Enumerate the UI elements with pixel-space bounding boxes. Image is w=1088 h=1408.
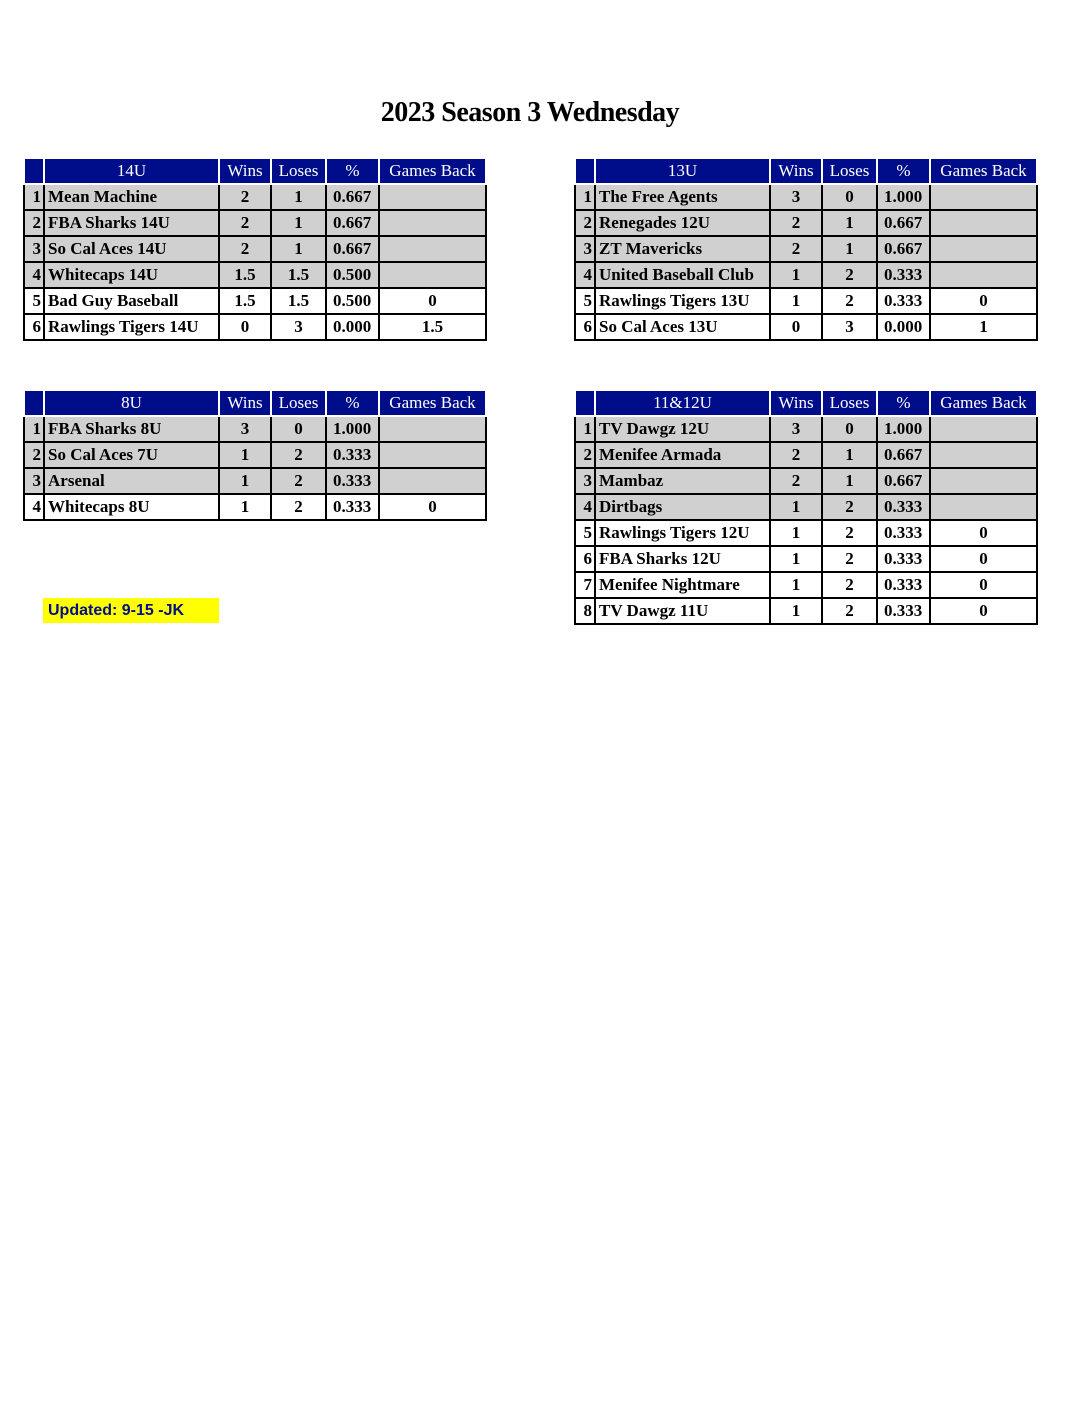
table-row — [24, 468, 486, 494]
header-row — [24, 158, 486, 184]
table-row — [575, 572, 1037, 598]
wins-cell: 1 — [219, 442, 271, 468]
rank-cell: 4 — [575, 494, 595, 520]
rank-cell: 3 — [575, 468, 595, 494]
games-back-cell — [379, 416, 486, 442]
division-header: 13U — [595, 158, 770, 184]
wins-cell: 1.5 — [219, 288, 271, 314]
games-back-cell — [930, 416, 1037, 442]
table-row — [575, 262, 1037, 288]
wins-cell: 3 — [219, 416, 271, 442]
team-cell: Whitecaps 14U — [44, 262, 219, 288]
rank-cell: 2 — [575, 442, 595, 468]
games-back-cell: 0 — [930, 572, 1037, 598]
loses-cell: 2 — [271, 494, 326, 520]
pct-cell: 0.333 — [877, 546, 930, 572]
rank-header — [575, 390, 595, 416]
rank-cell: 3 — [24, 236, 44, 262]
loses-cell: 1 — [271, 184, 326, 210]
table-row — [24, 184, 486, 210]
division-header: 14U — [44, 158, 219, 184]
games-back-header: Games Back — [930, 390, 1037, 416]
wins-header: Wins — [770, 390, 822, 416]
team-cell: Mean Machine — [44, 184, 219, 210]
pct-cell: 0.333 — [326, 468, 379, 494]
division-header: 8U — [44, 390, 219, 416]
team-cell: Rawlings Tigers 12U — [595, 520, 770, 546]
team-cell: The Free Agents — [595, 184, 770, 210]
team-cell: ZT Mavericks — [595, 236, 770, 262]
games-back-cell — [930, 468, 1037, 494]
wins-cell: 1 — [770, 546, 822, 572]
standings-table-11-12u — [574, 389, 1038, 625]
table-row — [575, 184, 1037, 210]
wins-cell: 0 — [219, 314, 271, 340]
loses-cell: 0 — [271, 416, 326, 442]
team-cell: So Cal Aces 14U — [44, 236, 219, 262]
table-row — [24, 288, 486, 314]
games-back-cell: 1.5 — [379, 314, 486, 340]
rank-cell: 3 — [575, 236, 595, 262]
wins-cell: 1 — [219, 468, 271, 494]
team-cell: TV Dawgz 11U — [595, 598, 770, 624]
games-back-cell — [930, 210, 1037, 236]
team-cell: Dirtbags — [595, 494, 770, 520]
rank-cell: 1 — [575, 184, 595, 210]
wins-cell: 2 — [770, 468, 822, 494]
rank-cell: 1 — [24, 416, 44, 442]
division-header: 11&12U — [595, 390, 770, 416]
loses-cell: 2 — [271, 468, 326, 494]
pct-header: % — [326, 390, 379, 416]
pct-cell: 0.667 — [877, 236, 930, 262]
loses-cell: 2 — [822, 494, 877, 520]
updated-note: Updated: 9-15 -JK — [43, 598, 219, 623]
loses-cell: 1 — [822, 468, 877, 494]
team-cell: Bad Guy Baseball — [44, 288, 219, 314]
rank-cell: 5 — [575, 520, 595, 546]
loses-header: Loses — [271, 158, 326, 184]
team-cell: Renegades 12U — [595, 210, 770, 236]
wins-cell: 2 — [219, 184, 271, 210]
pct-cell: 0.333 — [877, 288, 930, 314]
pct-cell: 0.667 — [877, 442, 930, 468]
rank-cell: 2 — [24, 442, 44, 468]
rank-cell: 6 — [575, 314, 595, 340]
games-back-cell — [379, 184, 486, 210]
loses-cell: 1 — [822, 210, 877, 236]
games-back-cell: 0 — [379, 288, 486, 314]
wins-cell: 2 — [219, 236, 271, 262]
rank-cell: 2 — [24, 210, 44, 236]
table-row — [24, 236, 486, 262]
table-row — [24, 442, 486, 468]
games-back-cell — [930, 184, 1037, 210]
pct-cell: 0.000 — [326, 314, 379, 340]
rank-cell: 3 — [24, 468, 44, 494]
pct-cell: 0.500 — [326, 288, 379, 314]
wins-cell: 1 — [219, 494, 271, 520]
loses-cell: 2 — [822, 288, 877, 314]
pct-cell: 0.333 — [877, 598, 930, 624]
games-back-cell — [930, 442, 1037, 468]
loses-header: Loses — [822, 158, 877, 184]
games-back-cell — [379, 262, 486, 288]
wins-header: Wins — [219, 390, 271, 416]
wins-cell: 1.5 — [219, 262, 271, 288]
games-back-cell — [930, 236, 1037, 262]
standings-table-13u — [574, 157, 1038, 341]
table-row — [575, 210, 1037, 236]
table-row — [24, 210, 486, 236]
pct-cell: 0.667 — [326, 184, 379, 210]
pct-cell: 1.000 — [877, 184, 930, 210]
rank-cell: 4 — [24, 262, 44, 288]
wins-cell: 0 — [770, 314, 822, 340]
pct-cell: 0.000 — [877, 314, 930, 340]
header-row — [575, 158, 1037, 184]
loses-cell: 2 — [822, 520, 877, 546]
table-row — [575, 520, 1037, 546]
loses-cell: 1 — [271, 210, 326, 236]
rank-header — [575, 158, 595, 184]
loses-cell: 0 — [822, 184, 877, 210]
rank-cell: 7 — [575, 572, 595, 598]
rank-cell: 6 — [575, 546, 595, 572]
pct-cell: 0.667 — [877, 468, 930, 494]
header-row — [24, 390, 486, 416]
games-back-cell — [930, 494, 1037, 520]
rank-cell: 5 — [24, 288, 44, 314]
pct-cell: 0.667 — [326, 236, 379, 262]
games-back-cell — [379, 210, 486, 236]
pct-header: % — [877, 158, 930, 184]
rank-cell: 5 — [575, 288, 595, 314]
games-back-cell: 0 — [930, 598, 1037, 624]
team-cell: TV Dawgz 12U — [595, 416, 770, 442]
wins-cell: 1 — [770, 494, 822, 520]
table-row — [24, 262, 486, 288]
wins-cell: 1 — [770, 598, 822, 624]
team-cell: Mambaz — [595, 468, 770, 494]
rank-cell: 1 — [575, 416, 595, 442]
loses-cell: 2 — [822, 572, 877, 598]
games-back-header: Games Back — [930, 158, 1037, 184]
table-row — [575, 442, 1037, 468]
team-cell: Rawlings Tigers 14U — [44, 314, 219, 340]
wins-cell: 1 — [770, 288, 822, 314]
games-back-cell — [930, 262, 1037, 288]
team-cell: So Cal Aces 7U — [44, 442, 219, 468]
loses-cell: 3 — [271, 314, 326, 340]
games-back-cell: 1 — [930, 314, 1037, 340]
team-cell: Menifee Nightmare — [595, 572, 770, 598]
loses-header: Loses — [271, 390, 326, 416]
table-row — [575, 494, 1037, 520]
rank-cell: 2 — [575, 210, 595, 236]
loses-cell: 2 — [822, 546, 877, 572]
pct-cell: 0.667 — [877, 210, 930, 236]
rank-cell: 4 — [575, 262, 595, 288]
pct-cell: 0.667 — [326, 210, 379, 236]
wins-cell: 2 — [770, 236, 822, 262]
header-row — [575, 390, 1037, 416]
rank-header — [24, 390, 44, 416]
games-back-cell: 0 — [379, 494, 486, 520]
table-row — [575, 598, 1037, 624]
games-back-header: Games Back — [379, 158, 486, 184]
wins-cell: 2 — [770, 442, 822, 468]
wins-header: Wins — [770, 158, 822, 184]
loses-cell: 1.5 — [271, 262, 326, 288]
loses-header: Loses — [822, 390, 877, 416]
pct-header: % — [326, 158, 379, 184]
pct-cell: 0.333 — [877, 494, 930, 520]
rank-cell: 1 — [24, 184, 44, 210]
games-back-header: Games Back — [379, 390, 486, 416]
pct-cell: 1.000 — [326, 416, 379, 442]
team-cell: United Baseball Club — [595, 262, 770, 288]
games-back-cell: 0 — [930, 288, 1037, 314]
team-cell: So Cal Aces 13U — [595, 314, 770, 340]
standings-table-14u — [23, 157, 487, 341]
loses-cell: 1 — [271, 236, 326, 262]
wins-cell: 3 — [770, 416, 822, 442]
wins-cell: 2 — [770, 210, 822, 236]
team-cell: Menifee Armada — [595, 442, 770, 468]
table-row — [575, 468, 1037, 494]
table-row — [575, 288, 1037, 314]
rank-cell: 8 — [575, 598, 595, 624]
rank-cell: 6 — [24, 314, 44, 340]
loses-cell: 1.5 — [271, 288, 326, 314]
pct-cell: 0.333 — [326, 442, 379, 468]
table-row — [575, 416, 1037, 442]
loses-cell: 2 — [822, 598, 877, 624]
pct-cell: 0.333 — [877, 520, 930, 546]
wins-cell: 1 — [770, 262, 822, 288]
wins-cell: 1 — [770, 520, 822, 546]
wins-header: Wins — [219, 158, 271, 184]
rank-cell: 4 — [24, 494, 44, 520]
pct-cell: 1.000 — [877, 416, 930, 442]
table-row — [575, 236, 1037, 262]
table-row — [575, 546, 1037, 572]
page-title: 2023 Season 3 Wednesday — [380, 97, 680, 128]
wins-cell: 1 — [770, 572, 822, 598]
loses-cell: 0 — [822, 416, 877, 442]
table-row — [24, 416, 486, 442]
team-cell: Rawlings Tigers 13U — [595, 288, 770, 314]
loses-cell: 3 — [822, 314, 877, 340]
games-back-cell: 0 — [930, 520, 1037, 546]
pct-header: % — [877, 390, 930, 416]
table-row — [24, 494, 486, 520]
pct-cell: 0.333 — [877, 262, 930, 288]
wins-cell: 3 — [770, 184, 822, 210]
team-cell: FBA Sharks 8U — [44, 416, 219, 442]
loses-cell: 2 — [271, 442, 326, 468]
table-row — [575, 314, 1037, 340]
loses-cell: 1 — [822, 442, 877, 468]
pct-cell: 0.500 — [326, 262, 379, 288]
pct-cell: 0.333 — [877, 572, 930, 598]
games-back-cell — [379, 236, 486, 262]
games-back-cell: 0 — [930, 546, 1037, 572]
table-row — [24, 314, 486, 340]
games-back-cell — [379, 442, 486, 468]
loses-cell: 2 — [822, 262, 877, 288]
rank-header — [24, 158, 44, 184]
standings-table-8u — [23, 389, 487, 521]
games-back-cell — [379, 468, 486, 494]
team-cell: FBA Sharks 12U — [595, 546, 770, 572]
team-cell: Arsenal — [44, 468, 219, 494]
team-cell: Whitecaps 8U — [44, 494, 219, 520]
pct-cell: 0.333 — [326, 494, 379, 520]
team-cell: FBA Sharks 14U — [44, 210, 219, 236]
wins-cell: 2 — [219, 210, 271, 236]
loses-cell: 1 — [822, 236, 877, 262]
